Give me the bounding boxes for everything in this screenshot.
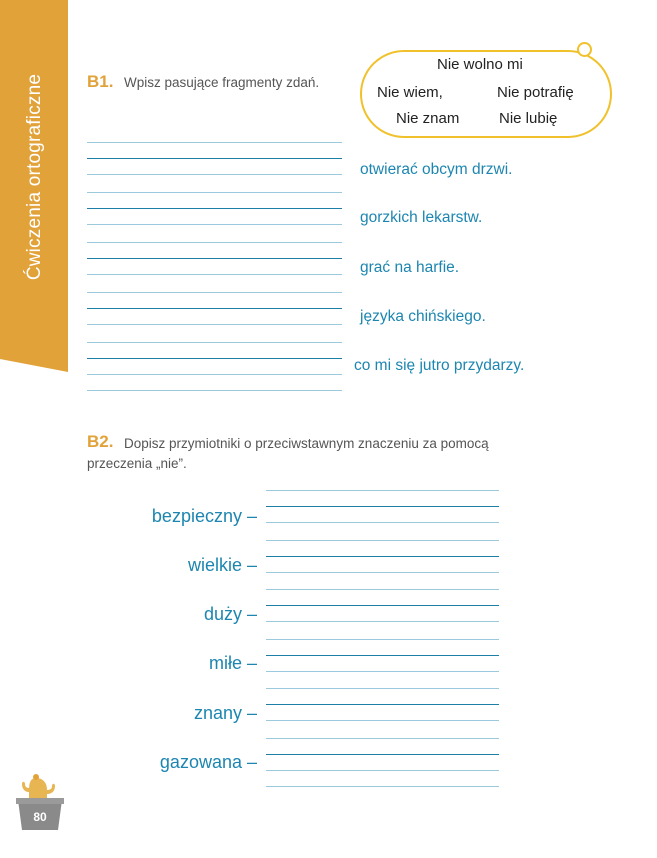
exercise-b1-label: B1. — [87, 72, 114, 91]
adjective-prompt: znany – — [193, 703, 257, 723]
adjective-prompt: duży – — [203, 604, 257, 624]
bubble-tail — [577, 42, 592, 57]
word-bank-item: Nie wolno mi — [437, 56, 523, 73]
sentence-ending: co mi się jutro przydarzy. — [354, 357, 525, 374]
word-bank-item: Nie znam — [396, 110, 460, 127]
adjective-prompt: wielkie – — [187, 555, 257, 575]
word-bank-item: Nie potrafię — [497, 84, 574, 101]
adjective-prompt: gazowana – — [159, 752, 257, 772]
sentence-ending: gorzkich lekarstw. — [360, 209, 483, 226]
exercise-b2-instruction-cont: przeczenia „nie”. — [87, 456, 187, 471]
sentence-ending: otwierać obcym drzwi. — [360, 161, 513, 178]
sentence-ending: grać na harfie. — [360, 259, 460, 276]
adjective-prompt: miłe – — [208, 653, 257, 673]
sentence-ending: języka chińskiego. — [360, 308, 486, 325]
word-bank-item: Nie wiem, — [377, 84, 443, 101]
word-bank-item: Nie lubię — [499, 110, 558, 127]
chapter-title: Ćwiczenia ortograficzne — [24, 73, 45, 281]
adjective-prompt: bezpieczny – — [151, 506, 257, 526]
exercise-b2-instruction: Dopisz przymiotniki o przeciwstawnym znaczeniu za pomocą — [124, 436, 489, 451]
exercise-b2-label: B2. — [87, 432, 114, 451]
exercise-b1-instruction: Wpisz pasujące fragmenty zdań. — [124, 75, 320, 90]
page-number: 80 — [33, 810, 47, 824]
